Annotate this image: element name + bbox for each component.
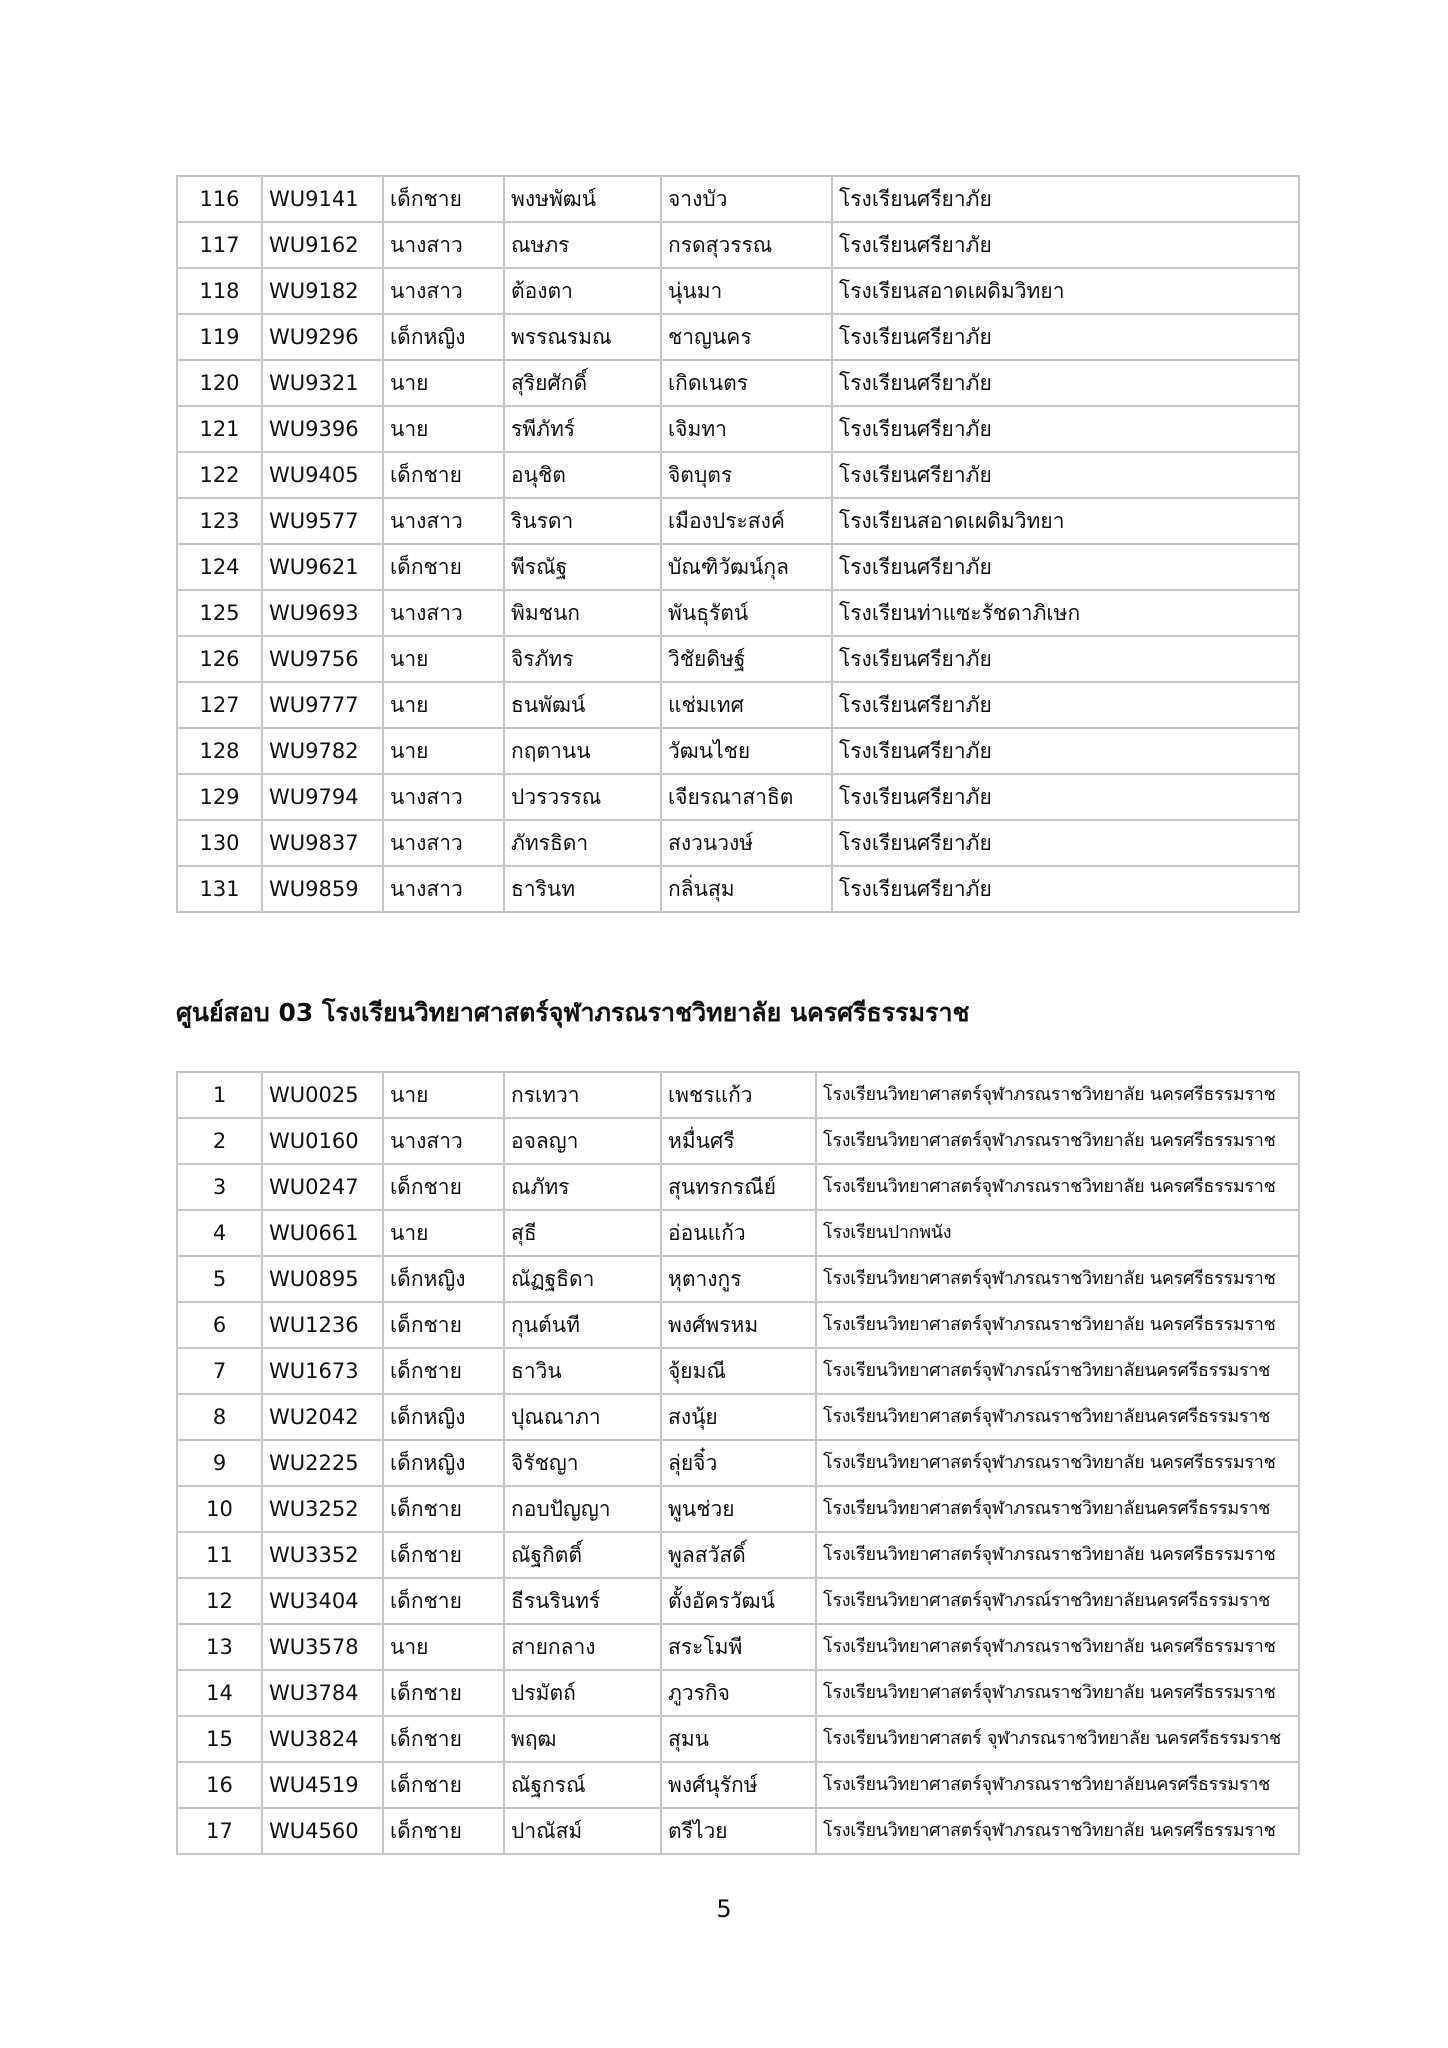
title-prefix-cell: เด็กชาย — [383, 1164, 504, 1210]
seq-number-cell: 17 — [177, 1808, 262, 1854]
exam-center-heading: ศูนย์สอบ 03 โรงเรียนวิทยาศาสตร์จุฬาภรณราชวิทยาลัย นครศรีธรรมราช — [176, 998, 970, 1027]
title-prefix-cell: นางสาว — [383, 268, 504, 314]
applicant-id-cell: WU9577 — [262, 498, 383, 544]
table-row — [177, 268, 1299, 314]
first-name-cell: พีรณัฐ — [504, 544, 661, 590]
applicant-id-cell: WU4560 — [262, 1808, 383, 1854]
title-prefix-cell: นาย — [383, 360, 504, 406]
school-cell: โรงเรียนวิทยาศาสตร์จุฬาภรณราชวิทยาลัย นครศรีธรรมราช — [816, 1072, 1299, 1118]
school-cell: โรงเรียนศรียาภัย — [832, 820, 1299, 866]
table-row — [177, 774, 1299, 820]
table-row — [177, 820, 1299, 866]
applicant-id-cell: WU9859 — [262, 866, 383, 912]
first-name-cell: จิรภัทร — [504, 636, 661, 682]
title-prefix-cell: นางสาว — [383, 1118, 504, 1164]
first-name-cell: ณษภร — [504, 222, 661, 268]
table-row — [177, 1210, 1299, 1256]
last-name-cell: วัฒนไชย — [661, 728, 832, 774]
table-row — [177, 544, 1299, 590]
results-table-top — [176, 175, 1300, 913]
applicant-id-cell: WU9837 — [262, 820, 383, 866]
first-name-cell: ณัฏฐธิดา — [504, 1256, 661, 1302]
seq-number-cell: 119 — [177, 314, 262, 360]
seq-number-cell: 6 — [177, 1302, 262, 1348]
school-cell: โรงเรียนวิทยาศาสตร์จุฬาภรณราชวิทยาลัย นครศรีธรรมราช — [816, 1440, 1299, 1486]
school-cell: โรงเรียนวิทยาศาสตร์ จุฬาภรณราชวิทยาลัย นครศรีธรรมราช — [816, 1716, 1299, 1762]
first-name-cell: ธารินท — [504, 866, 661, 912]
title-prefix-cell: เด็กชาย — [383, 1670, 504, 1716]
last-name-cell: เมืองประสงค์ — [661, 498, 832, 544]
seq-number-cell: 9 — [177, 1440, 262, 1486]
seq-number-cell: 118 — [177, 268, 262, 314]
table-row — [177, 1440, 1299, 1486]
first-name-cell: พรรณรมณ — [504, 314, 661, 360]
school-cell: โรงเรียนวิทยาศาสตร์จุฬาภรณ์ราชวิทยาลัยนครศรีธรรมราช — [816, 1578, 1299, 1624]
applicant-id-cell: WU9162 — [262, 222, 383, 268]
results-table-center-03-body — [177, 1072, 1299, 1854]
school-cell: โรงเรียนศรียาภัย — [832, 636, 1299, 682]
table-row — [177, 1624, 1299, 1670]
seq-number-cell: 125 — [177, 590, 262, 636]
title-prefix-cell: นางสาว — [383, 866, 504, 912]
last-name-cell: เกิดเนตร — [661, 360, 832, 406]
first-name-cell: ต้องตา — [504, 268, 661, 314]
applicant-id-cell: WU0160 — [262, 1118, 383, 1164]
seq-number-cell: 128 — [177, 728, 262, 774]
seq-number-cell: 14 — [177, 1670, 262, 1716]
title-prefix-cell: นาย — [383, 1624, 504, 1670]
table-row — [177, 498, 1299, 544]
last-name-cell: พันธุรัตน์ — [661, 590, 832, 636]
school-cell: โรงเรียนวิทยาศาสตร์จุฬาภรณราชวิทยาลัย นครศรีธรรมราช — [816, 1808, 1299, 1854]
results-table-top-body — [177, 176, 1299, 912]
title-prefix-cell: นาย — [383, 1210, 504, 1256]
seq-number-cell: 121 — [177, 406, 262, 452]
seq-number-cell: 130 — [177, 820, 262, 866]
last-name-cell: เจิมทา — [661, 406, 832, 452]
seq-number-cell: 10 — [177, 1486, 262, 1532]
applicant-id-cell: WU0025 — [262, 1072, 383, 1118]
first-name-cell: อนุชิต — [504, 452, 661, 498]
applicant-id-cell: WU3252 — [262, 1486, 383, 1532]
last-name-cell: พูลสวัสดิ์ — [661, 1532, 816, 1578]
title-prefix-cell: เด็กชาย — [383, 1716, 504, 1762]
seq-number-cell: 13 — [177, 1624, 262, 1670]
last-name-cell: สงวนวงษ์ — [661, 820, 832, 866]
table-row — [177, 728, 1299, 774]
last-name-cell: สระโมพี — [661, 1624, 816, 1670]
first-name-cell: ณภัทร — [504, 1164, 661, 1210]
last-name-cell: สุนทรกรณีย์ — [661, 1164, 816, 1210]
applicant-id-cell: WU4519 — [262, 1762, 383, 1808]
table-row — [177, 406, 1299, 452]
school-cell: โรงเรียนวิทยาศาสตร์จุฬาภรณราชวิทยาลัย นครศรีธรรมราช — [816, 1532, 1299, 1578]
applicant-id-cell: WU9693 — [262, 590, 383, 636]
table-row — [177, 1072, 1299, 1118]
school-cell: โรงเรียนปากพนัง — [816, 1210, 1299, 1256]
seq-number-cell: 15 — [177, 1716, 262, 1762]
table-row — [177, 1164, 1299, 1210]
title-prefix-cell: นาย — [383, 682, 504, 728]
first-name-cell: ภัทรธิดา — [504, 820, 661, 866]
first-name-cell: รินรดา — [504, 498, 661, 544]
school-cell: โรงเรียนวิทยาศาสตร์จุฬาภรณราชวิทยาลัยนครศรีธรรมราช — [816, 1762, 1299, 1808]
first-name-cell: ธนพัฒน์ — [504, 682, 661, 728]
title-prefix-cell: เด็กชาย — [383, 1808, 504, 1854]
seq-number-cell: 126 — [177, 636, 262, 682]
first-name-cell: ธาวิน — [504, 1348, 661, 1394]
table-row — [177, 1256, 1299, 1302]
school-cell: โรงเรียนศรียาภัย — [832, 360, 1299, 406]
title-prefix-cell: เด็กชาย — [383, 1348, 504, 1394]
title-prefix-cell: เด็กชาย — [383, 1532, 504, 1578]
title-prefix-cell: นางสาว — [383, 774, 504, 820]
title-prefix-cell: เด็กหญิง — [383, 1440, 504, 1486]
title-prefix-cell: นาย — [383, 406, 504, 452]
last-name-cell: จุ้ยมณี — [661, 1348, 816, 1394]
table-row — [177, 1716, 1299, 1762]
table-row — [177, 682, 1299, 728]
last-name-cell: กรดสุวรรณ — [661, 222, 832, 268]
last-name-cell: สงนุ้ย — [661, 1394, 816, 1440]
seq-number-cell: 5 — [177, 1256, 262, 1302]
table-row — [177, 222, 1299, 268]
title-prefix-cell: เด็กหญิง — [383, 314, 504, 360]
first-name-cell: จิรัชญา — [504, 1440, 661, 1486]
title-prefix-cell: เด็กหญิง — [383, 1256, 504, 1302]
first-name-cell: กุนต์นที — [504, 1302, 661, 1348]
last-name-cell: ชาญนคร — [661, 314, 832, 360]
table-row — [177, 1532, 1299, 1578]
school-cell: โรงเรียนวิทยาศาสตร์จุฬาภรณราชวิทยาลัย นครศรีธรรมราช — [816, 1624, 1299, 1670]
applicant-id-cell: WU3784 — [262, 1670, 383, 1716]
school-cell: โรงเรียนวิทยาศาสตร์จุฬาภรณราชวิทยาลัย นครศรีธรรมราช — [816, 1256, 1299, 1302]
title-prefix-cell: นางสาว — [383, 820, 504, 866]
seq-number-cell: 2 — [177, 1118, 262, 1164]
table-row — [177, 1394, 1299, 1440]
school-cell: โรงเรียนศรียาภัย — [832, 728, 1299, 774]
seq-number-cell: 117 — [177, 222, 262, 268]
school-cell: โรงเรียนวิทยาศาสตร์จุฬาภรณราชวิทยาลัยนครศรีธรรมราช — [816, 1394, 1299, 1440]
title-prefix-cell: เด็กชาย — [383, 452, 504, 498]
title-prefix-cell: เด็กชาย — [383, 1486, 504, 1532]
table-row — [177, 590, 1299, 636]
table-row — [177, 636, 1299, 682]
school-cell: โรงเรียนศรียาภัย — [832, 452, 1299, 498]
title-prefix-cell: นาย — [383, 636, 504, 682]
last-name-cell: กลิ่นสุม — [661, 866, 832, 912]
seq-number-cell: 3 — [177, 1164, 262, 1210]
school-cell: โรงเรียนท่าแซะรัชดาภิเษก — [832, 590, 1299, 636]
seq-number-cell: 127 — [177, 682, 262, 728]
applicant-id-cell: WU9296 — [262, 314, 383, 360]
table-row — [177, 866, 1299, 912]
table-row — [177, 1808, 1299, 1854]
seq-number-cell: 12 — [177, 1578, 262, 1624]
title-prefix-cell: นางสาว — [383, 498, 504, 544]
applicant-id-cell: WU9777 — [262, 682, 383, 728]
seq-number-cell: 131 — [177, 866, 262, 912]
first-name-cell: ปรมัตถ์ — [504, 1670, 661, 1716]
seq-number-cell: 1 — [177, 1072, 262, 1118]
school-cell: โรงเรียนศรียาภัย — [832, 406, 1299, 452]
applicant-id-cell: WU9182 — [262, 268, 383, 314]
table-row — [177, 1578, 1299, 1624]
first-name-cell: ณัฐกิตติ์ — [504, 1532, 661, 1578]
seq-number-cell: 123 — [177, 498, 262, 544]
last-name-cell: สุมน — [661, 1716, 816, 1762]
last-name-cell: จางบัว — [661, 176, 832, 222]
table-row — [177, 176, 1299, 222]
school-cell: โรงเรียนวิทยาศาสตร์จุฬาภรณราชวิทยาลัย นครศรีธรรมราช — [816, 1118, 1299, 1164]
table-row — [177, 1118, 1299, 1164]
results-table-center-03 — [176, 1071, 1300, 1855]
school-cell: โรงเรียนวิทยาศาสตร์จุฬาภรณราชวิทยาลัย นครศรีธรรมราช — [816, 1164, 1299, 1210]
applicant-id-cell: WU0661 — [262, 1210, 383, 1256]
seq-number-cell: 116 — [177, 176, 262, 222]
title-prefix-cell: เด็กชาย — [383, 1762, 504, 1808]
seq-number-cell: 4 — [177, 1210, 262, 1256]
last-name-cell: ตั้งอัครวัฒน์ — [661, 1578, 816, 1624]
applicant-id-cell: WU2225 — [262, 1440, 383, 1486]
last-name-cell: เจียรณาสาธิต — [661, 774, 832, 820]
applicant-id-cell: WU2042 — [262, 1394, 383, 1440]
first-name-cell: ธีรนรินทร์ — [504, 1578, 661, 1624]
seq-number-cell: 129 — [177, 774, 262, 820]
applicant-id-cell: WU3578 — [262, 1624, 383, 1670]
title-prefix-cell: นางสาว — [383, 222, 504, 268]
applicant-id-cell: WU9321 — [262, 360, 383, 406]
school-cell: โรงเรียนศรียาภัย — [832, 544, 1299, 590]
last-name-cell: หุตางกูร — [661, 1256, 816, 1302]
school-cell: โรงเรียนศรียาภัย — [832, 176, 1299, 222]
first-name-cell: กอบปัญญา — [504, 1486, 661, 1532]
first-name-cell: ปาณัสม์ — [504, 1808, 661, 1854]
school-cell: โรงเรียนศรียาภัย — [832, 774, 1299, 820]
first-name-cell: ปวรวรรณ — [504, 774, 661, 820]
last-name-cell: อ่อนแก้ว — [661, 1210, 816, 1256]
applicant-id-cell: WU0895 — [262, 1256, 383, 1302]
applicant-id-cell: WU1236 — [262, 1302, 383, 1348]
applicant-id-cell: WU9141 — [262, 176, 383, 222]
applicant-id-cell: WU9794 — [262, 774, 383, 820]
school-cell: โรงเรียนวิทยาศาสตร์จุฬาภรณ์ราชวิทยาลัยนครศรีธรรมราช — [816, 1348, 1299, 1394]
table-row — [177, 1762, 1299, 1808]
seq-number-cell: 124 — [177, 544, 262, 590]
table-row — [177, 1348, 1299, 1394]
title-prefix-cell: เด็กชาย — [383, 176, 504, 222]
applicant-id-cell: WU3352 — [262, 1532, 383, 1578]
seq-number-cell: 11 — [177, 1532, 262, 1578]
seq-number-cell: 122 — [177, 452, 262, 498]
table-row — [177, 1670, 1299, 1716]
school-cell: โรงเรียนศรียาภัย — [832, 682, 1299, 728]
applicant-id-cell: WU9621 — [262, 544, 383, 590]
school-cell: โรงเรียนสอาดเผดิมวิทยา — [832, 498, 1299, 544]
title-prefix-cell: นางสาว — [383, 590, 504, 636]
table-row — [177, 1486, 1299, 1532]
title-prefix-cell: เด็กชาย — [383, 1578, 504, 1624]
seq-number-cell: 120 — [177, 360, 262, 406]
seq-number-cell: 16 — [177, 1762, 262, 1808]
title-prefix-cell: เด็กหญิง — [383, 1394, 504, 1440]
applicant-id-cell: WU9405 — [262, 452, 383, 498]
title-prefix-cell: เด็กชาย — [383, 1302, 504, 1348]
applicant-id-cell: WU9396 — [262, 406, 383, 452]
last-name-cell: บัณฑิวัฒน์กุล — [661, 544, 832, 590]
school-cell: โรงเรียนศรียาภัย — [832, 222, 1299, 268]
title-prefix-cell: นาย — [383, 728, 504, 774]
first-name-cell: สุธี — [504, 1210, 661, 1256]
table-row — [177, 1302, 1299, 1348]
seq-number-cell: 8 — [177, 1394, 262, 1440]
first-name-cell: กรเทวา — [504, 1072, 661, 1118]
last-name-cell: วิชัยดิษฐ์ — [661, 636, 832, 682]
first-name-cell: สุริยศักดิ์ — [504, 360, 661, 406]
table-row — [177, 452, 1299, 498]
first-name-cell: รพีภัทร์ — [504, 406, 661, 452]
last-name-cell: พงศ์นุรักษ์ — [661, 1762, 816, 1808]
title-prefix-cell: เด็กชาย — [383, 544, 504, 590]
applicant-id-cell: WU9782 — [262, 728, 383, 774]
school-cell: โรงเรียนวิทยาศาสตร์จุฬาภรณราชวิทยาลัย นครศรีธรรมราช — [816, 1670, 1299, 1716]
last-name-cell: ลุ่ยจิ๋ว — [661, 1440, 816, 1486]
school-cell: โรงเรียนวิทยาศาสตร์จุฬาภรณราชวิทยาลัยนครศรีธรรมราช — [816, 1486, 1299, 1532]
first-name-cell: พฤฒ — [504, 1716, 661, 1762]
last-name-cell: เพชรแก้ว — [661, 1072, 816, 1118]
last-name-cell: พงศ์พรหม — [661, 1302, 816, 1348]
first-name-cell: ณัฐกรณ์ — [504, 1762, 661, 1808]
last-name-cell: หมื่นศรี — [661, 1118, 816, 1164]
first-name-cell: พงษพัฒน์ — [504, 176, 661, 222]
table-row — [177, 360, 1299, 406]
school-cell: โรงเรียนศรียาภัย — [832, 314, 1299, 360]
last-name-cell: ภูวรกิจ — [661, 1670, 816, 1716]
applicant-id-cell: WU3404 — [262, 1578, 383, 1624]
first-name-cell: พิมชนก — [504, 590, 661, 636]
applicant-id-cell: WU1673 — [262, 1348, 383, 1394]
seq-number-cell: 7 — [177, 1348, 262, 1394]
first-name-cell: กฤตานน — [504, 728, 661, 774]
table-row — [177, 314, 1299, 360]
title-prefix-cell: นาย — [383, 1072, 504, 1118]
school-cell: โรงเรียนสอาดเผดิมวิทยา — [832, 268, 1299, 314]
last-name-cell: ตรีไวย — [661, 1808, 816, 1854]
school-cell: โรงเรียนวิทยาศาสตร์จุฬาภรณราชวิทยาลัย นครศรีธรรมราช — [816, 1302, 1299, 1348]
page-number: 5 — [716, 1895, 732, 1923]
applicant-id-cell: WU0247 — [262, 1164, 383, 1210]
last-name-cell: แช่มเทศ — [661, 682, 832, 728]
school-cell: โรงเรียนศรียาภัย — [832, 866, 1299, 912]
first-name-cell: ปุณณาภา — [504, 1394, 661, 1440]
last-name-cell: นุ่นมา — [661, 268, 832, 314]
applicant-id-cell: WU3824 — [262, 1716, 383, 1762]
last-name-cell: จิตบุตร — [661, 452, 832, 498]
last-name-cell: พูนช่วย — [661, 1486, 816, 1532]
first-name-cell: อจลญา — [504, 1118, 661, 1164]
applicant-id-cell: WU9756 — [262, 636, 383, 682]
first-name-cell: สายกลาง — [504, 1624, 661, 1670]
